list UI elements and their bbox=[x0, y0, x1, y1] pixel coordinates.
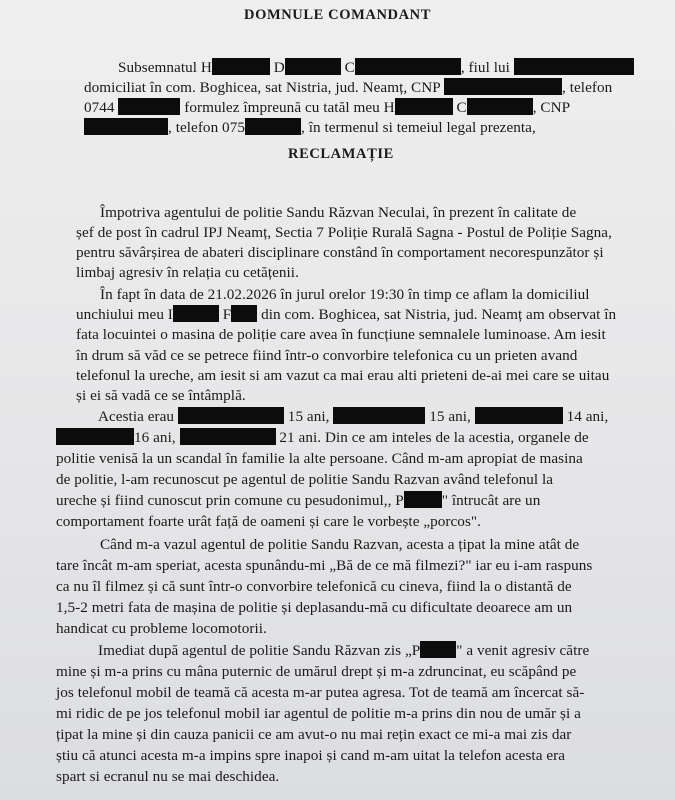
p1-line: șef de post în cadrul IPJ Neamț, Sectia 7 Poliție Rurală Sagna - Postul de Poliție Sagna, bbox=[76, 224, 612, 241]
p2-line: și ei să vadă ce se întâmplă. bbox=[76, 387, 246, 404]
redaction-bar bbox=[333, 407, 425, 424]
redaction-bar bbox=[395, 98, 453, 115]
p5-line: jos telefonul mobil de teamă că acesta m-ar putea agresa. Tot de teamă am încercat să- bbox=[56, 684, 585, 701]
p2-line: telefonul la ureche, am iesit si am vazut ca mai erau alti prieteni de-ai mei care se uitau bbox=[76, 367, 610, 384]
p5-line: mi ridic de pe jos telefonul mobil iar agentul de politie m-a prins din nou de umăr și a bbox=[56, 705, 581, 722]
p2-line: în drum să văd ce se petrece fiind într-o convorbire telefonica cu un prieten avand bbox=[76, 347, 578, 364]
p3-line: 16 ani, 21 ani. Din ce am inteles de la acestia, organele de bbox=[56, 428, 589, 448]
p3-line: comportament foarte urât față de oameni și care le vorbește „porcos". bbox=[56, 513, 482, 530]
p5-line: știu că atunci acesta m-a impins spre inapoi și cand m-am uitat la telefon acesta era bbox=[56, 747, 566, 764]
redaction-bar bbox=[245, 118, 301, 135]
redaction-bar bbox=[56, 428, 134, 445]
p5-line: țipat la mine și din cauza panicii ce am avut-o nu mai rețin exact ce mi-a mai zis dar bbox=[56, 726, 572, 743]
p4-line: 1,5-2 metri fata de mașina de politie și deplasandu-mă cu dificultate deoarece am un bbox=[56, 599, 573, 616]
redaction-bar bbox=[514, 58, 634, 75]
p1-line: pentru săvârșirea de abateri disciplinare constând în comportament necorespunzător și bbox=[76, 244, 604, 261]
p5-line: spart si ecranul nu se mai deschidea. bbox=[56, 768, 280, 785]
redaction-bar bbox=[178, 407, 284, 424]
redaction-bar bbox=[231, 305, 257, 322]
redaction-bar bbox=[355, 58, 461, 75]
document-title: RECLAMAȚIE bbox=[288, 146, 394, 162]
redaction-bar bbox=[475, 407, 563, 424]
redaction-bar bbox=[404, 491, 442, 508]
p4-line: Când m-a vazul agentul de politie Sandu Razvan, acesta a țipat la mine atât de bbox=[100, 536, 580, 553]
redaction-bar bbox=[444, 78, 562, 95]
p4-line: tare încât m-am speriat, acesta spunându-mi „Bă de ce mă filmezi?" iar eu i-am raspuns bbox=[56, 557, 593, 574]
p3-line: de politie, l-am recunoscut pe agentul de politie Sandu Razvan având telefonul la bbox=[56, 471, 554, 488]
p4-line: ca nu îl filmez și că sunt într-o convorbire telefonică cu cineva, fiind la o distantă de bbox=[56, 578, 572, 595]
p1-line: Împotriva agentului de politie Sandu Răzvan Neculai, în prezent în calitate de bbox=[100, 204, 577, 221]
redaction-bar bbox=[173, 305, 219, 322]
p2-line: fata locuintei o masina de poliție care avea în funcțiune semnalele luminoase. Am iesit bbox=[76, 326, 606, 343]
p5-line: mine și m-a prins cu mâna puternic de umărul drept și m-a zdruncinat, eu scăpând pe bbox=[56, 663, 577, 680]
redaction-bar bbox=[212, 58, 270, 75]
p1-line: limbaj agresiv în relația cu cetățenii. bbox=[76, 264, 299, 281]
p3-line: Acestia erau 15 ani, 15 ani, 14 ani, bbox=[98, 408, 609, 425]
p2-line: În fapt în data de 21.02.2026 în jurul orelor 19:30 în timp ce aflam la domiciliul bbox=[100, 286, 590, 303]
addressee-heading: DOMNULE COMANDANT bbox=[244, 7, 432, 23]
intro-line-4: , telefon 075 , în termenul si temeiul legal prezenta, bbox=[84, 118, 536, 138]
intro-line-3: 0744 formulez împreună cu tatăl meu H C , CNP bbox=[84, 99, 571, 116]
p4-line: handicat cu probleme locomotorii. bbox=[56, 620, 267, 637]
redaction-bar bbox=[118, 98, 180, 115]
redaction-bar bbox=[180, 428, 276, 445]
p3-line: politie venisă la un scandal în familie la alte persoane. Când m-am apropiat de masina bbox=[56, 450, 583, 467]
redaction-bar bbox=[467, 98, 533, 115]
p2-line: unchiului meu I F din com. Boghicea, sat Nistria, jud. Neamț am observat în bbox=[76, 306, 617, 323]
redaction-bar bbox=[84, 118, 168, 135]
redaction-bar bbox=[420, 641, 456, 658]
intro-line-2: domiciliat în com. Boghicea, sat Nistria, jud. Neamț, CNP , telefon bbox=[84, 79, 613, 96]
p3-line: ureche și fiind cunoscut prin comune cu pesudonimul,, P " întrucât are un bbox=[56, 492, 541, 509]
redaction-bar bbox=[285, 58, 341, 75]
p5-line: Imediat după agentul de politie Sandu Răzvan zis „P " a venit agresiv către bbox=[98, 642, 590, 659]
intro-line-1: Subsemnatul H D C , fiul lui bbox=[118, 58, 634, 78]
